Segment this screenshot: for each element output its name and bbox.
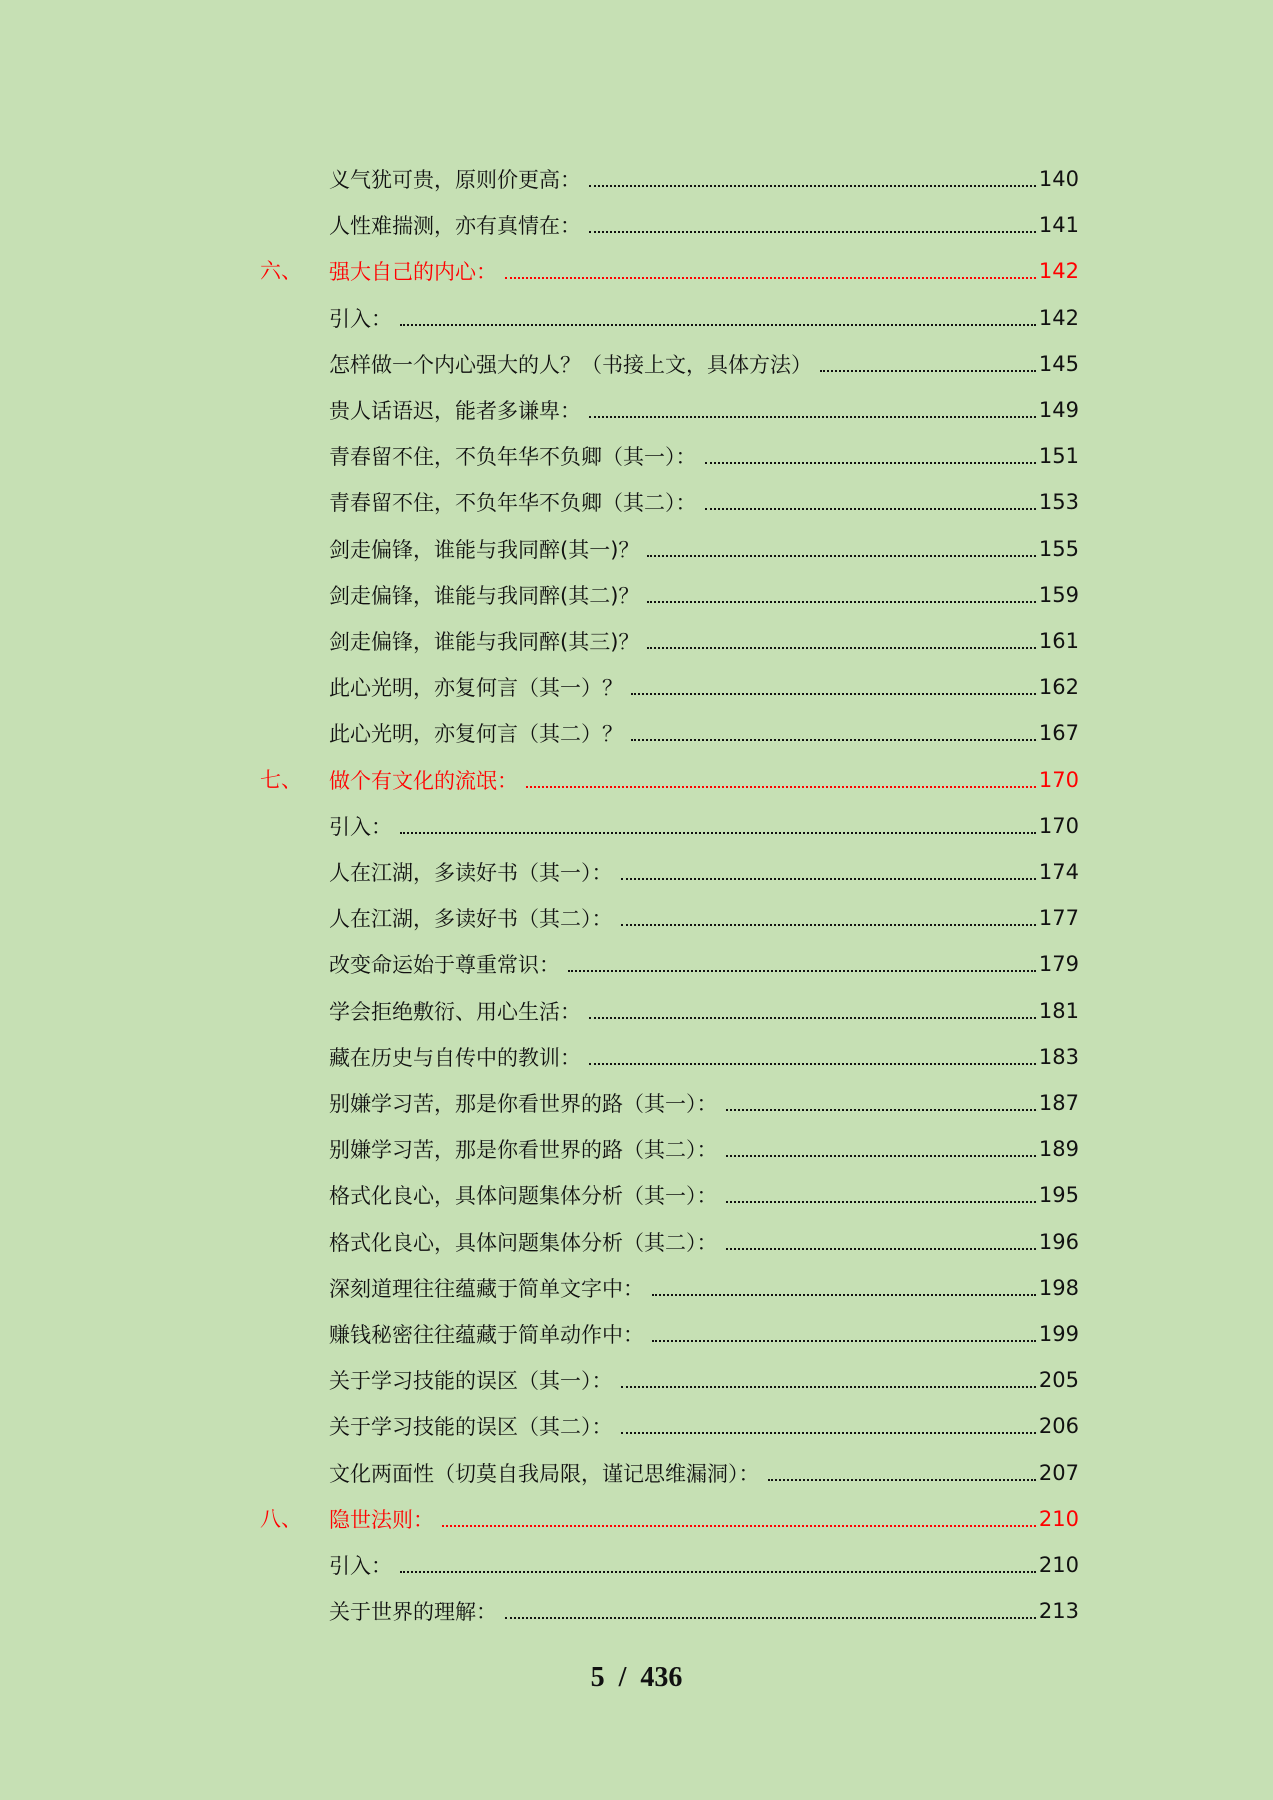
toc-entry-title: 藏在历史与自传中的教训： [329,1045,581,1070]
toc-section-entry[interactable] [0,618,1273,664]
toc-page-number: 151 [1038,444,1079,469]
toc-entry-title: 格式化良心，具体问题集体分析（其一）： [329,1184,718,1209]
toc-dot-leader [589,416,1036,418]
toc-entry-line [329,433,1079,479]
toc-entry-title: 青春留不住，不负年华不负卿（其二）： [329,491,697,516]
toc-section-entry[interactable] [0,202,1273,248]
toc-dot-leader [820,370,1036,372]
toc-entry-title: 人性难揣测，亦有真情在： [329,214,581,239]
toc-dot-leader [505,277,1036,279]
toc-entry-line [329,1450,1079,1496]
toc-entry-line [329,1311,1079,1357]
toc-dot-leader [726,1155,1036,1157]
toc-entry-line [329,757,1079,803]
toc-page-number: 207 [1038,1460,1079,1485]
toc-entry-title: 做个有文化的流氓： [329,768,518,793]
toc-entry-title: 剑走偏锋，谁能与我同醉(其二)？ [329,583,640,608]
toc-entry-line [329,156,1079,202]
toc-dot-leader [400,1571,1036,1573]
toc-entry-title: 学会拒绝敷衍、用心生活： [329,999,581,1024]
total-page-count: 436 [640,1662,683,1693]
toc-entry-line [329,387,1079,433]
toc-chapter-number: 七、 [260,767,302,792]
toc-entry-line [329,341,1079,387]
toc-entry-title: 赚钱秘密往往蕴藏于简单动作中： [329,1323,644,1347]
toc-section-entry[interactable] [0,1265,1273,1311]
toc-dot-leader [652,1340,1036,1342]
toc-dot-leader [526,786,1036,788]
toc-entry-title: 关于学习技能的误区（其二）： [329,1415,613,1440]
toc-page-number: 170 [1038,767,1079,792]
toc-section-entry[interactable] [0,295,1273,341]
toc-chapter-entry[interactable] [0,248,1273,294]
toc-entry-title: 青春留不住，不负年华不负卿（其一）： [329,445,697,470]
toc-entry-line [329,941,1079,987]
page-separator [605,1662,619,1693]
toc-entry-title: 义气犹可贵，原则价更高： [329,168,581,192]
toc-page-number: 142 [1038,259,1079,284]
toc-dot-leader [589,1017,1036,1019]
toc-section-entry[interactable] [0,1357,1273,1403]
toc-section-entry[interactable] [0,156,1273,202]
toc-entry-line [329,1034,1079,1080]
toc-section-entry[interactable] [0,387,1273,433]
toc-dot-leader [726,1248,1036,1250]
page-separator-slash: / [618,1662,627,1693]
toc-page-number: 206 [1038,1414,1079,1439]
toc-entry-title: 引入： [329,306,392,331]
toc-section-entry[interactable] [0,895,1273,941]
toc-page-number: 187 [1038,1091,1079,1115]
toc-chapter-entry[interactable] [0,1496,1273,1542]
toc-dot-leader [705,508,1036,510]
toc-entry-title: 贵人话语迟，能者多谦卑： [329,399,581,423]
toc-entry-line [329,618,1079,664]
toc-page-number: 181 [1038,998,1079,1023]
toc-section-entry[interactable] [0,1034,1273,1080]
toc-entry-line [329,895,1079,941]
toc-section-entry[interactable] [0,1172,1273,1218]
toc-entry-line [329,1542,1079,1588]
toc-page-number: 141 [1038,213,1079,238]
toc-dot-leader [589,185,1036,187]
toc-entry-line [329,988,1079,1034]
toc-section-entry[interactable] [0,1080,1273,1126]
toc-entry-title: 人在江湖，多读好书（其二）： [329,907,613,932]
toc-dot-leader [705,462,1036,464]
page-number-footer [0,1658,1273,1698]
toc-entry-title: 剑走偏锋，谁能与我同醉(其一)？ [329,537,640,562]
toc-page-number: 210 [1038,1553,1079,1577]
toc-dot-leader [589,231,1036,233]
toc-entry-line [329,1357,1079,1403]
toc-page-number: 210 [1038,1506,1079,1531]
toc-entry-title: 剑走偏锋，谁能与我同醉(其三)？ [329,630,640,654]
toc-section-entry[interactable] [0,341,1273,387]
toc-entry-line [329,1265,1079,1311]
toc-entry-line [329,803,1079,849]
toc-page-number: 174 [1038,860,1079,884]
toc-page-number: 179 [1038,952,1079,977]
toc-page-number: 153 [1038,490,1079,515]
toc-entry-title: 怎样做一个内心强大的人？（书接上文，具体方法） [329,352,812,377]
toc-entry-title: 改变命运始于尊重常识： [329,953,560,978]
toc-entry-title: 引入： [329,814,392,839]
toc-entry-title: 深刻道理往往蕴藏于简单文字中： [329,1276,644,1301]
toc-entry-title: 引入： [329,1554,392,1578]
toc-section-entry[interactable] [0,1126,1273,1172]
toc-page-number: 162 [1038,675,1079,700]
toc-entry-title: 此心光明，亦复何言（其二）？ [329,722,623,747]
toc-entry-line [329,295,1079,341]
toc-page-number: 155 [1038,536,1079,561]
toc-dot-leader [442,1525,1036,1527]
toc-entry-line [329,1588,1079,1634]
toc-section-entry[interactable] [0,1542,1273,1588]
toc-section-entry[interactable] [0,849,1273,895]
toc-page-number: 199 [1038,1322,1079,1346]
toc-entry-line [329,1126,1079,1172]
toc-section-entry[interactable] [0,664,1273,710]
toc-page-number: 140 [1038,167,1079,191]
toc-dot-leader [621,924,1036,926]
toc-dot-leader [652,1294,1036,1296]
toc-dot-leader [621,878,1036,880]
toc-dot-leader [621,1386,1036,1388]
toc-entry-line [329,1403,1079,1449]
toc-entry-line [329,664,1079,710]
toc-entry-title: 隐世法则： [329,1507,434,1532]
toc-dot-leader [726,1201,1036,1203]
toc-entry-title: 别嫌学习苦，那是你看世界的路（其一）： [329,1092,718,1116]
toc-section-entry[interactable] [0,1219,1273,1265]
toc-page-number: 149 [1038,398,1079,422]
toc-entry-title: 关于学习技能的误区（其一）： [329,1369,613,1394]
toc-entry-line [329,1496,1079,1542]
toc-dot-leader [589,1063,1036,1065]
toc-page-number: 196 [1038,1229,1079,1254]
toc-entry-line [329,1219,1079,1265]
toc-section-entry[interactable] [0,433,1273,479]
toc-dot-leader [505,1617,1036,1619]
toc-section-entry[interactable] [0,988,1273,1034]
toc-entry-line [329,1172,1079,1218]
toc-dot-leader [647,647,1036,649]
toc-section-entry[interactable] [0,1588,1273,1634]
toc-page-number: 183 [1038,1044,1079,1069]
toc-section-entry[interactable] [0,803,1273,849]
toc-dot-leader [647,555,1036,557]
toc-page-number: 177 [1038,906,1079,931]
toc-entry-line [329,526,1079,572]
current-page-number: 5 [590,1662,605,1693]
toc-entry-title: 文化两面性（切莫自我局限，谨记思维漏洞）： [329,1461,760,1486]
toc-page-number: 161 [1038,629,1079,653]
toc-dot-leader [621,1432,1036,1434]
toc-entry-title: 人在江湖，多读好书（其一）： [329,861,613,885]
toc-chapter-number: 八、 [260,1506,302,1531]
page-separator-space [626,1662,640,1693]
toc-page-number: 198 [1038,1275,1079,1300]
toc-entry-title: 格式化良心，具体问题集体分析（其二）： [329,1230,718,1255]
toc-page-number: 142 [1038,305,1079,330]
toc-entry-line [329,248,1079,294]
toc-dot-leader [631,693,1036,695]
toc-page-number: 145 [1038,351,1079,376]
toc-entry-title: 关于世界的理解： [329,1600,497,1625]
toc-page-number: 213 [1038,1599,1079,1624]
toc-entry-line [329,849,1079,895]
toc-page-number: 167 [1038,721,1079,746]
toc-entry-title: 此心光明，亦复何言（其一）？ [329,676,623,701]
toc-entry-line [329,572,1079,618]
toc-entry-line [329,1080,1079,1126]
toc-page-number: 195 [1038,1183,1079,1208]
toc-entry-line [329,479,1079,525]
toc-entry-title: 别嫌学习苦，那是你看世界的路（其二）： [329,1138,718,1163]
toc-section-entry[interactable] [0,1403,1273,1449]
toc-dot-leader [647,601,1036,603]
toc-dot-leader [568,970,1036,972]
toc-page-number: 159 [1038,582,1079,607]
toc-page-number: 189 [1038,1137,1079,1162]
toc-dot-leader [400,324,1036,326]
toc-entry-line [329,710,1079,756]
toc-section-entry[interactable] [0,479,1273,525]
toc-page-number: 170 [1038,813,1079,838]
toc-section-entry[interactable] [0,710,1273,756]
toc-dot-leader [768,1479,1036,1481]
toc-chapter-entry[interactable] [0,757,1273,803]
toc-dot-leader [400,832,1036,834]
toc-page-number: 205 [1038,1368,1079,1393]
toc-section-entry[interactable] [0,1311,1273,1357]
toc-entry-line [329,202,1079,248]
toc-entry-title: 强大自己的内心： [329,260,497,285]
toc-section-entry[interactable] [0,1450,1273,1496]
toc-chapter-number: 六、 [260,259,302,284]
toc-dot-leader [631,739,1036,741]
toc-dot-leader [726,1109,1036,1111]
toc-section-entry[interactable] [0,941,1273,987]
toc-section-entry[interactable] [0,526,1273,572]
toc-section-entry[interactable] [0,572,1273,618]
